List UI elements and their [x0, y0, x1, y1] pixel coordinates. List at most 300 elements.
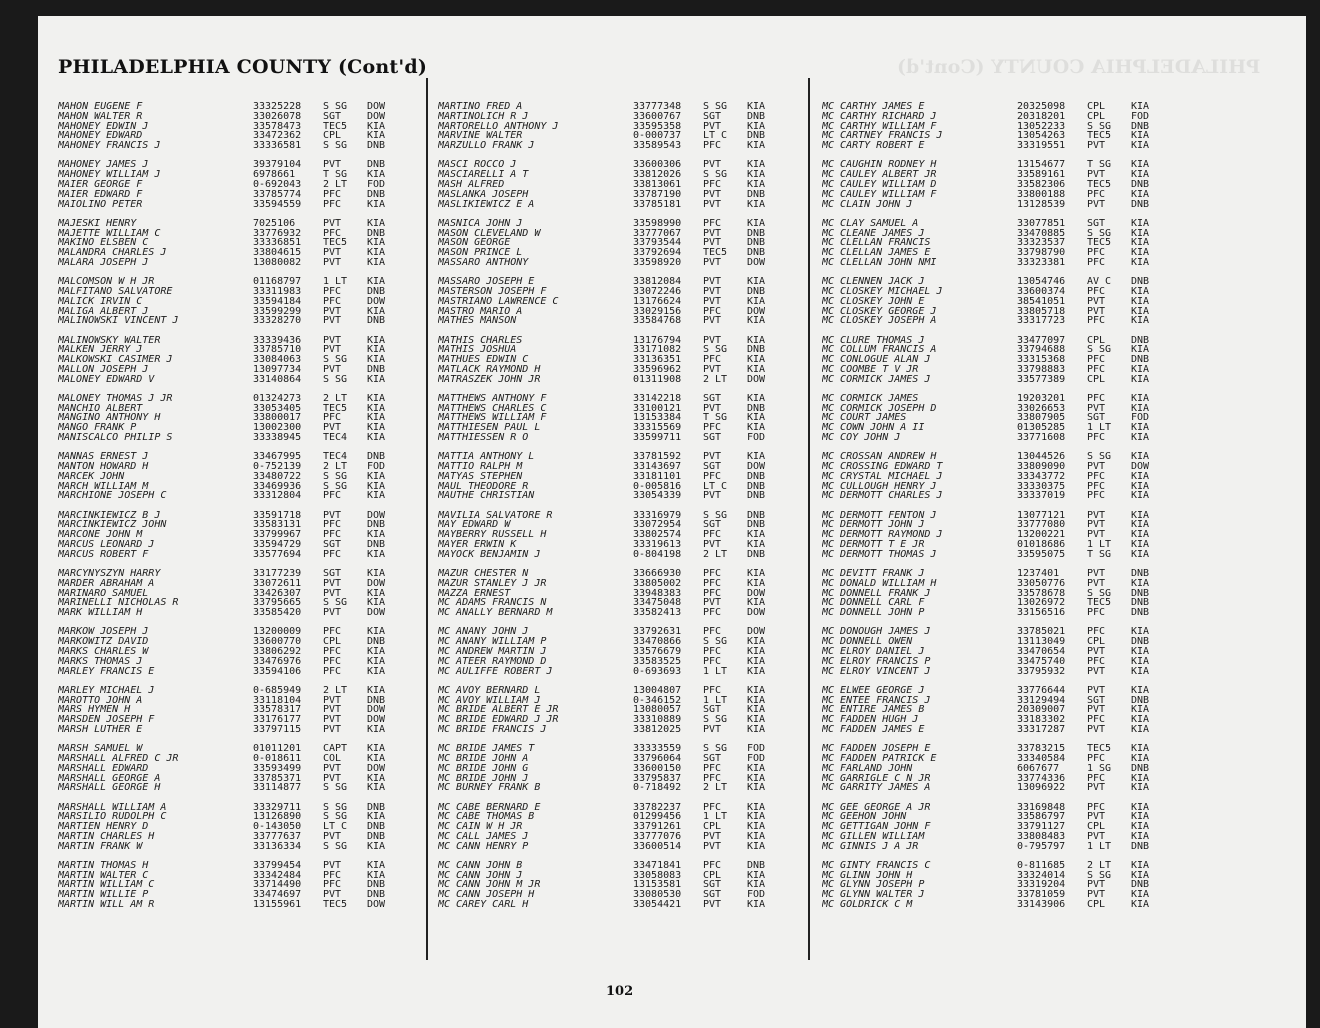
- entry-rank: PVT: [703, 198, 722, 210]
- entry-name: MATLACK RAYMOND H: [438, 364, 541, 375]
- entry-status: KIA: [1131, 752, 1150, 764]
- entry-name: MAYER ERWIN K: [438, 540, 517, 550]
- entry-rank: PVT: [323, 714, 342, 726]
- entry-name: MC CLENNEN JACK J: [822, 277, 925, 287]
- entry-rank: PVT: [1087, 879, 1106, 891]
- roster-entry: [822, 102, 1171, 112]
- entry-serial: 33812026: [633, 169, 682, 181]
- entry-name: MC GOLDRICK C M: [822, 900, 913, 910]
- roster-entry: [58, 277, 407, 287]
- entry-rank: S SG: [323, 140, 348, 152]
- roster-entry: [822, 832, 1171, 842]
- entry-status: DNB: [367, 451, 386, 463]
- entry-name: MATTHEWS WILLIAM F: [438, 413, 547, 424]
- entry-name: MAZUR CHESTER N: [438, 569, 529, 579]
- entry-status: KIA: [1131, 480, 1150, 492]
- entry-serial: 0-143050: [253, 821, 302, 833]
- entry-name: MASNICA JOHN J: [438, 218, 523, 229]
- entry-status: KIA: [1131, 645, 1150, 657]
- entry-status: KIA: [367, 548, 386, 560]
- roster-entry: [822, 404, 1171, 414]
- roster-entry: [58, 686, 407, 696]
- entry-serial: 33793544: [633, 237, 682, 249]
- roster-entry: [58, 696, 407, 706]
- entry-name: MALICK IRVIN C: [58, 296, 143, 307]
- roster-entry: [822, 803, 1171, 813]
- entry-serial: 33792631: [633, 626, 682, 638]
- entry-rank: LT C: [703, 480, 728, 492]
- entry-name: MAHON EUGENE F: [58, 102, 143, 112]
- entry-status: KIA: [1131, 285, 1150, 297]
- roster-entry: [822, 744, 1171, 754]
- entry-serial: 33595075: [1017, 548, 1066, 560]
- entry-serial: 33599299: [253, 305, 302, 317]
- entry-rank: PFC: [703, 607, 722, 619]
- entry-serial: 33785710: [253, 344, 302, 356]
- entry-name: MATRASZEK JOHN JR: [438, 374, 541, 385]
- entry-serial: 33796064: [633, 752, 682, 764]
- entry-serial: 13080082: [253, 256, 302, 268]
- entry-status: KIA: [747, 840, 766, 852]
- entry-serial: 33471841: [633, 859, 682, 871]
- entry-status: DNB: [747, 490, 766, 502]
- entry-group: [58, 160, 407, 209]
- entry-serial: 20318201: [1017, 110, 1066, 122]
- entry-name: MAJETTE WILLIAM C: [58, 228, 161, 239]
- entry-rank: 2 LT: [1087, 859, 1112, 871]
- roster-entry: [58, 219, 407, 229]
- entry-serial: 33589543: [633, 140, 682, 152]
- entry-rank: PVT: [323, 217, 342, 229]
- entry-rank: TEC5: [1087, 178, 1112, 190]
- roster-entry: [822, 200, 1171, 210]
- entry-serial: 33776932: [253, 227, 302, 239]
- entry-status: DNB: [1131, 120, 1150, 132]
- entry-name: MATTIO RALPH M: [438, 462, 523, 472]
- roster-entry: [58, 861, 407, 871]
- roster-entry: [58, 404, 407, 414]
- entry-serial: 33342484: [253, 869, 302, 881]
- roster-entry: [822, 589, 1171, 599]
- entry-rank: PVT: [1087, 889, 1106, 901]
- entry-rank: TEC5: [1087, 130, 1112, 142]
- entry-name: MASON PRINCE L: [438, 248, 523, 258]
- entry-rank: PFC: [1087, 480, 1106, 492]
- entry-name: MASON CLEVELAND W: [438, 228, 541, 239]
- entry-status: DNB: [1131, 597, 1150, 609]
- entry-name: MC CAREY CARL H: [438, 900, 529, 910]
- entry-name: MAYOCK BENJAMIN J: [438, 549, 541, 560]
- entry-status: KIA: [367, 422, 386, 434]
- entry-name: MC DEVITT FRANK J: [822, 569, 925, 579]
- roster-entry: [438, 754, 787, 764]
- entry-name: MC COURT JAMES: [822, 413, 907, 424]
- entry-status: KIA: [1131, 684, 1150, 696]
- entry-name: MC GINTY FRANCIS C: [822, 860, 931, 871]
- entry-name: MARTIN THOMAS H: [58, 860, 149, 871]
- entry-rank: TEC4: [323, 432, 348, 444]
- entry-rank: PVT: [1087, 402, 1106, 414]
- entry-name: MC DONNELL FRANK J: [822, 588, 931, 599]
- entry-name: MARCUS LEONARD J: [58, 540, 155, 550]
- entry-status: KIA: [367, 344, 386, 356]
- entry-rank: PVT: [323, 334, 342, 346]
- roster-entry: [438, 880, 787, 890]
- entry-rank: PVT: [703, 120, 722, 132]
- roster-entry: [822, 900, 1171, 910]
- entry-rank: PFC: [323, 412, 342, 424]
- entry-name: MALONEY THOMAS J JR: [58, 393, 173, 404]
- entry-status: DNB: [747, 402, 766, 414]
- entry-serial: 33171082: [633, 344, 682, 356]
- entry-group: [822, 219, 1171, 268]
- entry-name: MALINOWSKY WALTER: [58, 335, 161, 346]
- entry-status: KIA: [367, 432, 386, 444]
- entry-status: KIA: [367, 597, 386, 609]
- entry-name: MARKOWITZ DAVID: [58, 637, 149, 647]
- entry-name: MC CLOSKEY MICHAEL J: [822, 286, 943, 297]
- entry-name: MASTRO MARIO A: [438, 306, 523, 317]
- entry-serial: 13126890: [253, 811, 302, 823]
- entry-status: FOD: [367, 461, 386, 473]
- roster-entry: [438, 715, 787, 725]
- entry-rank: S SG: [1087, 587, 1112, 599]
- entry-status: KIA: [1131, 217, 1150, 229]
- entry-status: KIA: [747, 140, 766, 152]
- entry-group: [822, 160, 1171, 209]
- entry-rank: PVT: [323, 315, 342, 327]
- entry-status: KIA: [367, 392, 386, 404]
- entry-serial: 33781059: [1017, 889, 1066, 901]
- entry-name: MC ATEER RAYMOND D: [438, 656, 547, 667]
- entry-status: KIA: [367, 782, 386, 794]
- entry-group: [58, 452, 407, 501]
- entry-name: MC DONOUGH JAMES J: [822, 627, 931, 638]
- entry-name: MC CARTY ROBERT E: [822, 141, 925, 151]
- entry-name: MAUTHE CHRISTIAN: [438, 491, 535, 502]
- roster-entry: [58, 589, 407, 599]
- entry-rank: PVT: [1087, 169, 1106, 181]
- entry-serial: 0-005816: [633, 480, 682, 492]
- entry-serial: 33118104: [253, 694, 302, 706]
- entry-rank: CPL: [1087, 636, 1106, 648]
- entry-rank: PVT: [703, 276, 722, 288]
- roster-entry: [822, 657, 1171, 667]
- roster-entry: [438, 842, 787, 852]
- roster-entry: [822, 452, 1171, 462]
- entry-name: MC CAUGHIN RODNEY H: [822, 160, 937, 171]
- roster-entry: [438, 472, 787, 482]
- roster-entry: [822, 345, 1171, 355]
- roster-entry: [822, 608, 1171, 618]
- entry-group: [822, 511, 1171, 560]
- entry-serial: 33794688: [1017, 344, 1066, 356]
- entry-serial: 33311983: [253, 285, 302, 297]
- roster-entry: [438, 637, 787, 647]
- entry-status: KIA: [747, 276, 766, 288]
- entry-name: MC FADDEN HUGH J: [822, 715, 919, 725]
- entry-status: KIA: [367, 684, 386, 696]
- entry-group: [822, 686, 1171, 735]
- entry-group: [438, 803, 787, 852]
- entry-serial: 33795665: [253, 597, 302, 609]
- document-page: [38, 14, 1320, 1028]
- entry-status: KIA: [1131, 782, 1150, 794]
- roster-entry: [58, 667, 407, 677]
- roster-column-1: [58, 102, 407, 919]
- entry-rank: PVT: [1087, 577, 1106, 589]
- entry-serial: 33781592: [633, 451, 682, 463]
- roster-entry: [822, 180, 1171, 190]
- roster-entry: [438, 190, 787, 200]
- entry-serial: 33077851: [1017, 217, 1066, 229]
- entry-status: KIA: [747, 315, 766, 327]
- entry-rank: PFC: [1087, 315, 1106, 327]
- entry-name: MASON GEORGE: [438, 238, 511, 249]
- entry-rank: PFC: [323, 529, 342, 541]
- entry-serial: 33054339: [633, 490, 682, 502]
- entry-rank: S SG: [323, 782, 348, 794]
- entry-status: DOW: [367, 762, 386, 774]
- roster-entry: [822, 307, 1171, 317]
- roster-entry: [438, 433, 787, 443]
- entry-name: MC BRIDE FRANCIS J: [438, 724, 547, 735]
- entry-rank: PFC: [323, 548, 342, 560]
- entry-status: KIA: [747, 869, 766, 881]
- entry-name: MAJESKI HENRY: [58, 218, 137, 229]
- roster-entry: [822, 355, 1171, 365]
- entry-name: MC CORMICK JAMES: [822, 393, 919, 404]
- entry-serial: 0-692043: [253, 178, 302, 190]
- roster-entry: [438, 394, 787, 404]
- entry-serial: 33578678: [1017, 587, 1066, 599]
- entry-status: KIA: [1131, 451, 1150, 463]
- entry-status: KIA: [1131, 889, 1150, 901]
- entry-status: KIA: [367, 470, 386, 482]
- entry-rank: 2 LT: [703, 548, 728, 560]
- entry-status: DNB: [747, 237, 766, 249]
- roster-entry: [822, 413, 1171, 423]
- roster-entry: [822, 520, 1171, 530]
- entry-serial: 33804615: [253, 247, 302, 259]
- roster-entry: [822, 122, 1171, 132]
- entry-name: MC CANN JOHN M JR: [438, 880, 541, 891]
- entry-serial: 13044526: [1017, 451, 1066, 463]
- entry-name: MC GLYNN JOSEPH P: [822, 880, 925, 891]
- roster-entry: [58, 744, 407, 754]
- entry-rank: CPL: [323, 130, 342, 142]
- entry-rank: PVT: [1087, 198, 1106, 210]
- roster-entry: [438, 112, 787, 122]
- entry-rank: S SG: [323, 840, 348, 852]
- entry-name: MC CRYSTAL MICHAEL J: [822, 471, 943, 482]
- entry-name: MAKINO ELSBEN C: [58, 238, 149, 249]
- entry-status: DNB: [1131, 587, 1150, 599]
- entry-serial: 6067677: [1017, 762, 1060, 774]
- entry-status: DOW: [367, 577, 386, 589]
- entry-name: MC BRIDE JAMES T: [438, 744, 535, 754]
- entry-status: KIA: [367, 354, 386, 366]
- entry-status: DNB: [1131, 334, 1150, 346]
- roster-entry: [822, 170, 1171, 180]
- entry-status: KIA: [747, 762, 766, 774]
- entry-rank: PVT: [323, 587, 342, 599]
- entry-status: KIA: [1131, 295, 1150, 307]
- entry-rank: 2 LT: [703, 782, 728, 794]
- entry-rank: AV C: [1087, 276, 1112, 288]
- roster-entry: [438, 764, 787, 774]
- entry-status: KIA: [367, 217, 386, 229]
- roster-entry: [438, 122, 787, 132]
- entry-status: DNB: [1131, 276, 1150, 288]
- roster-entry: [822, 842, 1171, 852]
- entry-status: KIA: [747, 645, 766, 657]
- entry-rank: 1 SG: [1087, 762, 1112, 774]
- entry-rank: PFC: [323, 879, 342, 891]
- entry-name: MARSDEN JOSEPH F: [58, 715, 155, 725]
- entry-name: MATTHIESSEN R O: [438, 433, 529, 443]
- roster-entry: [822, 598, 1171, 608]
- entry-name: MARCINKIEWICZ JOHN: [58, 520, 167, 531]
- entry-rank: S SG: [703, 714, 728, 726]
- entry-status: DOW: [367, 607, 386, 619]
- entry-rank: PVT: [323, 704, 342, 716]
- entry-name: MC CANN JOHN J: [438, 870, 523, 881]
- roster-entry: [438, 238, 787, 248]
- entry-rank: PFC: [703, 217, 722, 229]
- entry-rank: PVT: [1087, 140, 1106, 152]
- entry-rank: CAPT: [323, 743, 348, 755]
- entry-rank: PVT: [323, 247, 342, 259]
- entry-serial: 13080057: [633, 704, 682, 716]
- entry-status: KIA: [1131, 811, 1150, 823]
- entry-serial: 33583525: [633, 655, 682, 667]
- entry-serial: 0-752139: [253, 461, 302, 473]
- entry-serial: 33474697: [253, 889, 302, 901]
- entry-rank: PVT: [1087, 811, 1106, 823]
- roster-entry: [58, 433, 407, 443]
- roster-entry: [822, 861, 1171, 871]
- entry-group: [58, 394, 407, 443]
- entry-serial: 1237401: [1017, 568, 1060, 579]
- entry-status: KIA: [1131, 577, 1150, 589]
- entry-name: MALANDRA CHARLES J: [58, 248, 167, 258]
- entry-name: MALIGA ALBERT J: [58, 306, 149, 317]
- roster-entry: [58, 511, 407, 521]
- entry-status: DNB: [1131, 607, 1150, 619]
- roster-entry: [822, 530, 1171, 540]
- entry-status: DNB: [747, 480, 766, 492]
- entry-name: MALKOWSKI CASIMER J: [58, 355, 173, 365]
- entry-rank: PVT: [703, 334, 722, 346]
- roster-entry: [822, 579, 1171, 589]
- entry-group: [822, 277, 1171, 326]
- entry-status: KIA: [747, 101, 766, 112]
- entry-name: MANTON HOWARD H: [58, 462, 149, 472]
- entry-name: MC CROSSAN ANDREW H: [822, 452, 937, 463]
- entry-rank: PVT: [1087, 830, 1106, 842]
- entry-serial: 33475740: [1017, 655, 1066, 667]
- entry-rank: PFC: [703, 626, 722, 638]
- entry-name: MATHIS CHARLES: [438, 335, 523, 346]
- entry-status: DOW: [367, 704, 386, 716]
- entry-name: MC DERMOTT RAYMOND J: [822, 530, 943, 541]
- entry-serial: 33177239: [253, 568, 302, 579]
- entry-name: MC CAIN W H JR: [438, 822, 523, 832]
- entry-rank: S SG: [703, 636, 728, 648]
- entry-serial: 33777637: [253, 830, 302, 842]
- entry-name: MC COWN JOHN A II: [822, 423, 925, 434]
- entry-serial: 33785181: [633, 198, 682, 210]
- entry-name: MARCYNYSZYN HARRY: [58, 569, 161, 579]
- entry-serial: 33600514: [633, 840, 682, 852]
- entry-rank: PVT: [323, 256, 342, 268]
- entry-name: MARTIN CHARLES H: [58, 831, 155, 842]
- entry-serial: 33576679: [633, 645, 682, 657]
- entry-name: MANGO FRANK P: [58, 423, 137, 434]
- roster-entry: [438, 170, 787, 180]
- entry-status: KIA: [1131, 373, 1150, 385]
- roster-entry: [438, 744, 787, 754]
- roster-entry: [58, 880, 407, 890]
- entry-name: MC ELROY FRANCIS P: [822, 656, 931, 667]
- entry-group: [438, 102, 787, 151]
- entry-name: MC CULLOUGH HENRY J: [822, 481, 937, 492]
- entry-serial: 33809090: [1017, 461, 1066, 473]
- entry-status: KIA: [1131, 859, 1150, 871]
- entry-serial: 0-000737: [633, 130, 682, 142]
- entry-status: DNB: [367, 188, 386, 200]
- entry-group: [438, 394, 787, 443]
- entry-serial: 01018686: [1017, 539, 1066, 551]
- entry-serial: 33325228: [253, 101, 302, 112]
- entry-status: KIA: [1131, 830, 1150, 842]
- entry-status: DNB: [367, 363, 386, 375]
- roster-entry: [822, 316, 1171, 326]
- roster-entry: [438, 803, 787, 813]
- entry-serial: 33777080: [1017, 519, 1066, 531]
- entry-rank: PVT: [703, 840, 722, 852]
- entry-serial: 33802574: [633, 529, 682, 541]
- entry-serial: 33771608: [1017, 432, 1066, 444]
- entry-group: [58, 102, 407, 151]
- entry-rank: PVT: [703, 285, 722, 297]
- roster-entry: [58, 530, 407, 540]
- entry-serial: 33072611: [253, 577, 302, 589]
- entry-name: MC DONALD WILLIAM H: [822, 578, 937, 589]
- entry-name: MC FADDEN JAMES E: [822, 724, 925, 735]
- entry-group: [822, 336, 1171, 385]
- entry-status: KIA: [747, 597, 766, 609]
- entry-rank: PFC: [1087, 714, 1106, 726]
- entry-serial: 33176177: [253, 714, 302, 726]
- entry-status: KIA: [367, 412, 386, 424]
- roster-entry: [58, 375, 407, 385]
- entry-group: [438, 627, 787, 676]
- roster-entry: [822, 160, 1171, 170]
- entry-rank: LT C: [323, 821, 348, 833]
- entry-rank: S SG: [703, 169, 728, 181]
- roster-entry: [58, 452, 407, 462]
- entry-serial: 33084063: [253, 354, 302, 366]
- entry-group: [438, 336, 787, 385]
- entry-rank: PFC: [1087, 392, 1106, 404]
- entry-rank: PVT: [1087, 295, 1106, 307]
- roster-entry: [58, 102, 407, 112]
- entry-rank: CPL: [703, 821, 722, 833]
- entry-rank: PVT: [323, 159, 342, 171]
- entry-status: KIA: [747, 354, 766, 366]
